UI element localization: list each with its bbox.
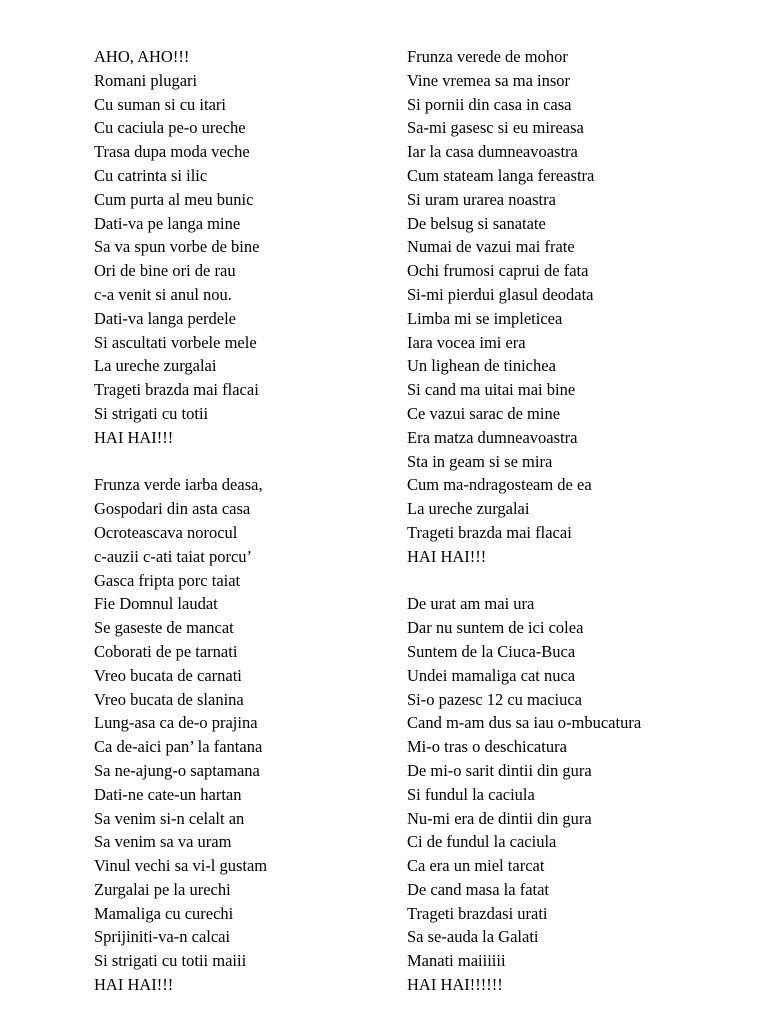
poem-line: Cum purta al meu bunic: [94, 189, 254, 209]
poem-line: Cu catrinta si ilic: [94, 165, 208, 185]
poem-line: Vine vremea sa ma insor: [407, 70, 571, 90]
poem-line: Si uram urarea noastra: [407, 189, 556, 209]
poem-line: Vreo bucata de slanina: [94, 689, 244, 709]
poem-line: Sa ne-ajung-o saptamana: [94, 760, 260, 780]
poem-line: Cu suman si cu itari: [94, 94, 226, 114]
poem-line: La ureche zurgalai: [94, 356, 217, 376]
poem-line: HAI HAI!!!: [407, 546, 487, 566]
poem-line: c-auzii c-ati taiat porcu’: [94, 546, 253, 566]
poem-line: Gospodari din asta casa: [94, 499, 251, 519]
poem-line: Manati maiiiiii: [407, 951, 506, 971]
poem-line: Si ascultati vorbele mele: [94, 332, 257, 352]
poem-line: Dati-va pe langa mine: [94, 213, 241, 233]
poem-line: Undei mamaliga cat nuca: [407, 665, 576, 685]
poem-line: c-a venit si anul nou.: [94, 284, 232, 304]
poem-line: Sprijiniti-va-n calcai: [94, 927, 231, 947]
poem-line: Mamaliga cu curechi: [94, 903, 234, 923]
poem-line: Numai de vazui mai frate: [407, 237, 575, 257]
poem-line: Era matza dumneavoastra: [407, 427, 578, 447]
poem-line: Ori de bine ori de rau: [94, 261, 236, 281]
left-column: [94, 45, 394, 997]
poem-line: De belsug si sanatate: [407, 213, 546, 233]
poem-line: Ce vazui sarac de mine: [407, 403, 561, 423]
poem-line: Se gaseste de mancat: [94, 618, 234, 638]
poem-line: Si pornii din casa in casa: [407, 94, 572, 114]
poem-line: Frunza verede de mohor: [407, 47, 568, 66]
poem-line: Si fundul la caciula: [407, 784, 535, 804]
poem-line: Un lighean de tinichea: [407, 356, 556, 376]
right-column: [407, 45, 707, 997]
poem-line: HAI HAI!!!!!!: [407, 975, 503, 995]
poem-line: Si-o pazesc 12 cu maciuca: [407, 689, 583, 709]
poem-line: De urat am mai ura: [407, 594, 535, 614]
poem-line: AHO, AHO!!!: [94, 47, 190, 66]
poem-line: Si strigati cu totii maiii: [94, 951, 247, 971]
poem-line: Cand m-am dus sa iau o-mbucatura: [407, 713, 642, 733]
poem-line: Dar nu suntem de ici colea: [407, 618, 584, 638]
poem-line: Trageti brazdasi urati: [407, 903, 548, 923]
poem-line: Trageti brazda mai flacai: [407, 522, 572, 542]
poem-line: Cu caciula pe-o ureche: [94, 118, 246, 138]
poem-line: Zurgalai pe la urechi: [94, 879, 231, 899]
poem-line: Vinul vechi sa vi-l gustam: [94, 856, 268, 876]
poem-line: Trasa dupa moda veche: [94, 142, 250, 162]
poem-line: Fie Domnul laudat: [94, 594, 218, 614]
poem-line: Cum ma-ndragosteam de ea: [407, 475, 592, 495]
poem-line: Suntem de la Ciuca-Buca: [407, 641, 576, 661]
poem-line: Sa va spun vorbe de bine: [94, 237, 260, 257]
poem-line: Cum stateam langa fereastra: [407, 165, 595, 185]
poem-line: Nu-mi era de dintii din gura: [407, 808, 592, 828]
poem-line: La ureche zurgalai: [407, 499, 530, 519]
poem-line: Si strigati cu totii: [94, 403, 209, 423]
poem-line: [407, 569, 707, 593]
poem-line: Sta in geam si se mira: [407, 451, 553, 471]
poem-line: Iara vocea imi era: [407, 332, 526, 352]
poem-line: Sa-mi gasesc si eu mireasa: [407, 118, 584, 138]
poem-line: Sa se-auda la Galati: [407, 927, 539, 947]
poem-line: Iar la casa dumneavoastra: [407, 142, 578, 162]
poem-line: Trageti brazda mai flacai: [94, 380, 259, 400]
poem-line: Vreo bucata de carnati: [94, 665, 242, 685]
poem-line: HAI HAI!!!: [94, 975, 174, 995]
poem-line: Ochi frumosi caprui de fata: [407, 261, 589, 281]
poem-line: Sa venim si-n celalt an: [94, 808, 245, 828]
poem-line: Ca de-aici pan’ la fantana: [94, 737, 263, 757]
poem-line: Si-mi pierdui glasul deodata: [407, 284, 594, 304]
poem-line: Lung-asa ca de-o prajina: [94, 713, 258, 733]
poem-line: De mi-o sarit dintii din gura: [407, 760, 592, 780]
poem-line: Dati-va langa perdele: [94, 308, 237, 328]
poem-line: Si cand ma uitai mai bine: [407, 380, 576, 400]
poem-line: Mi-o tras o deschicatura: [407, 737, 567, 757]
poem-line: Sa venim sa va uram: [94, 832, 232, 852]
poem-line: Dati-ne cate-un hartan: [94, 784, 242, 804]
poem-line: HAI HAI!!!: [94, 427, 174, 447]
poem-line: [94, 450, 394, 474]
poem-line: Frunza verde iarba deasa,: [94, 475, 263, 495]
poem-line: Ca era un miel tarcat: [407, 856, 545, 876]
poem-line: Limba mi se impleticea: [407, 308, 563, 328]
poem-line: Ocroteascava norocul: [94, 522, 238, 542]
poem-line: Coborati de pe tarnati: [94, 641, 238, 661]
poem-line: Romani plugari: [94, 70, 198, 90]
poem-line: Gasca fripta porc taiat: [94, 570, 241, 590]
poem-line: De cand masa la fatat: [407, 879, 550, 899]
poem-line: Ci de fundul la caciula: [407, 832, 557, 852]
